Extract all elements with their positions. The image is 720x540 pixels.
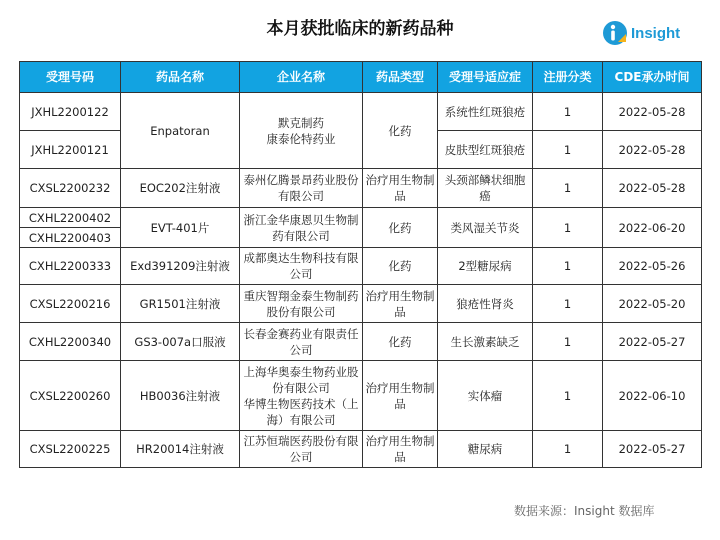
- insight-logo: [602, 20, 680, 46]
- cell-type: 化药: [363, 208, 438, 248]
- cell-type: 治疗用生物制品: [363, 431, 438, 468]
- cell-class: 1: [533, 285, 603, 323]
- cell-date: 2022-05-28: [603, 169, 702, 208]
- new-drug-table: [19, 61, 702, 468]
- cell-date: 2022-05-28: [603, 93, 702, 131]
- cell-id: JXHL2200121: [20, 131, 121, 169]
- cell-date: 2022-05-27: [603, 323, 702, 361]
- cell-drug: EVT-401片: [121, 208, 240, 248]
- cell-indication: 生长激素缺乏: [438, 323, 533, 361]
- cell-type: 化药: [363, 323, 438, 361]
- cell-id: CXSL2200260: [20, 361, 121, 431]
- cell-company: 长春金赛药业有限责任公司: [240, 323, 363, 361]
- cell-date: 2022-05-26: [603, 248, 702, 285]
- table-row: [20, 93, 702, 131]
- company-line: 默克制药: [278, 115, 324, 130]
- cell-indication: 头颈部鳞状细胞癌: [438, 169, 533, 208]
- cell-drug: Enpatoran: [121, 93, 240, 169]
- cell-company: 重庆智翔金泰生物制药股份有限公司: [240, 285, 363, 323]
- cell-drug: EOC202注射液: [121, 169, 240, 208]
- brand-name: Insight: [631, 24, 681, 42]
- cell-drug: GS3-007a口服液: [121, 323, 240, 361]
- table-row: [20, 169, 702, 208]
- cell-indication: 狼疮性肾炎: [438, 285, 533, 323]
- company-line: 华博生物医药技术（上海）有限公司: [243, 396, 359, 427]
- col-header-type: 药品类型: [363, 62, 438, 93]
- col-header-id: 受理号码: [20, 62, 121, 93]
- table-row: [20, 323, 702, 361]
- cell-id: CXSL2200225: [20, 431, 121, 468]
- cell-company: [240, 93, 363, 169]
- col-header-company: 企业名称: [240, 62, 363, 93]
- company-line: 康泰伦特药业: [266, 131, 336, 146]
- cell-company: 浙江金华康恩贝生物制药有限公司: [240, 208, 363, 248]
- cell-indication: 皮肤型红斑狼疮: [438, 131, 533, 169]
- page-title: 本月获批临床的新药品种: [266, 19, 454, 39]
- table-row: [20, 208, 702, 228]
- table-header-row: [20, 62, 702, 93]
- cell-date: 2022-05-28: [603, 131, 702, 169]
- table-row: [20, 361, 702, 431]
- col-header-indication: 受理号适应症: [438, 62, 533, 93]
- cell-id: CXSL2200232: [20, 169, 121, 208]
- table-row: [20, 248, 702, 285]
- cell-class: 1: [533, 131, 603, 169]
- table-row: [20, 285, 702, 323]
- cell-class: 1: [533, 208, 603, 248]
- insight-dot-logo-icon: [602, 20, 628, 46]
- cell-indication: 2型糖尿病: [438, 248, 533, 285]
- cell-id: CXHL2200403: [20, 228, 121, 248]
- cell-type: 治疗用生物制品: [363, 169, 438, 208]
- cell-class: 1: [533, 431, 603, 468]
- cell-id: CXHL2200402: [20, 208, 121, 228]
- cell-indication: 类风湿关节炎: [438, 208, 533, 248]
- cell-class: 1: [533, 93, 603, 131]
- cell-indication: 系统性红斑狼疮: [438, 93, 533, 131]
- cell-type: 化药: [363, 93, 438, 169]
- cell-indication: 糖尿病: [438, 431, 533, 468]
- col-header-drug: 药品名称: [121, 62, 240, 93]
- cell-type: 治疗用生物制品: [363, 285, 438, 323]
- cell-company: [240, 361, 363, 431]
- company-line: 上海华奥泰生物药业股份有限公司: [243, 364, 359, 395]
- cell-drug: GR1501注射液: [121, 285, 240, 323]
- cell-id: JXHL2200122: [20, 93, 121, 131]
- cell-class: 1: [533, 169, 603, 208]
- cell-indication: 实体瘤: [438, 361, 533, 431]
- cell-date: 2022-05-20: [603, 285, 702, 323]
- cell-type: 化药: [363, 248, 438, 285]
- col-header-class: 注册分类: [533, 62, 603, 93]
- col-header-date: CDE承办时间: [603, 62, 702, 93]
- cell-class: 1: [533, 323, 603, 361]
- table-row: [20, 431, 702, 468]
- cell-company: 成都奥达生物科技有限公司: [240, 248, 363, 285]
- cell-date: 2022-05-27: [603, 431, 702, 468]
- cell-drug: Exd391209注射液: [121, 248, 240, 285]
- cell-drug: HR20014注射液: [121, 431, 240, 468]
- cell-drug: HB0036注射液: [121, 361, 240, 431]
- cell-class: 1: [533, 361, 603, 431]
- cell-company: 泰州亿腾景昂药业股份有限公司: [240, 169, 363, 208]
- cell-date: 2022-06-20: [603, 208, 702, 248]
- cell-date: 2022-06-10: [603, 361, 702, 431]
- data-source-note: 数据来源：Insight 数据库: [514, 504, 655, 518]
- cell-company: 江苏恒瑞医药股份有限公司: [240, 431, 363, 468]
- cell-class: 1: [533, 248, 603, 285]
- cell-id: CXHL2200333: [20, 248, 121, 285]
- cell-id: CXSL2200216: [20, 285, 121, 323]
- cell-type: 治疗用生物制品: [363, 361, 438, 431]
- cell-id: CXHL2200340: [20, 323, 121, 361]
